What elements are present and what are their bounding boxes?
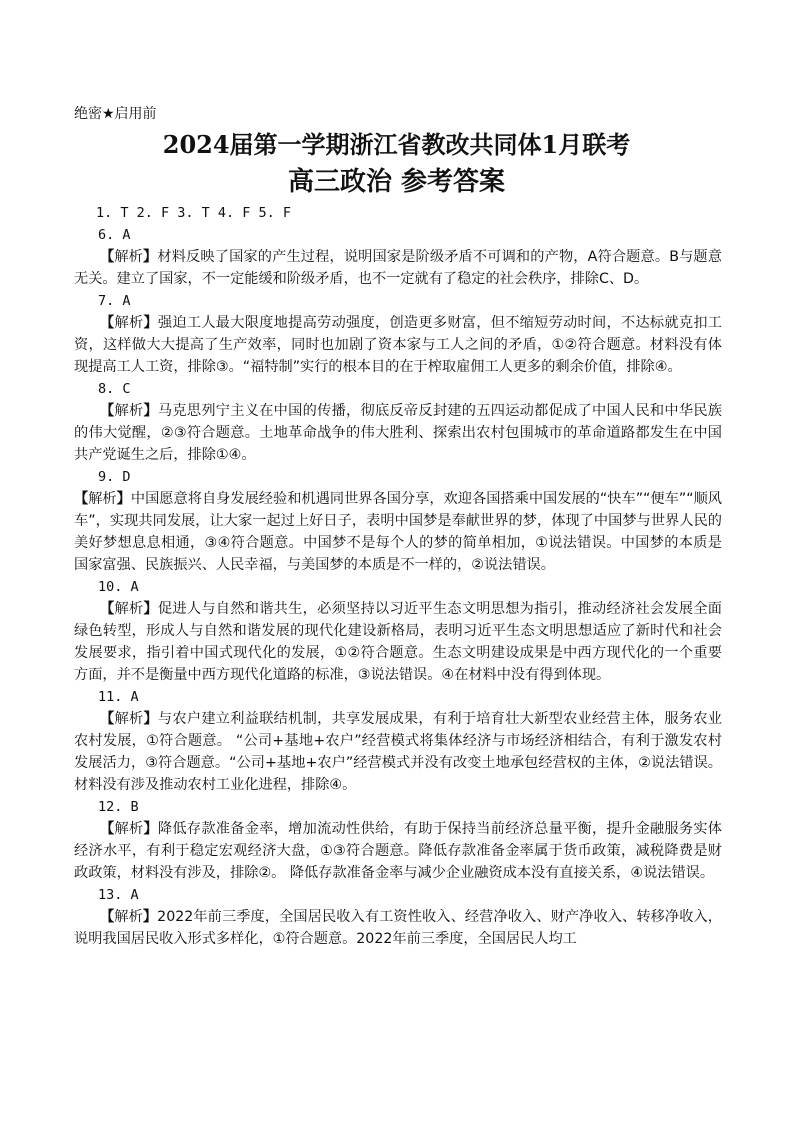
question-number: 11. A — [98, 689, 139, 705]
explanation-text: 材料反映了国家的产生过程，说明国家是阶级矛盾不可调和的产物，A符合题意。B与题意无关。建立了国家，不一定能缓和阶级矛盾，也不一定就有了稳定的社会秩序，排除C、D。 — [74, 249, 722, 287]
question-number: 12. B — [98, 799, 139, 815]
explanation-tag: 解析 — [88, 491, 117, 507]
question-list — [74, 224, 722, 950]
explanation-tag: 解析 — [114, 909, 143, 925]
explanation-bracket-close: 】 — [143, 403, 158, 419]
answer-content — [74, 202, 722, 950]
true-false-answers: 1. T 2. F 3. T 4. F 5. F — [96, 205, 292, 221]
explanation-bracket-close: 】 — [143, 821, 158, 837]
explanation-bracket-open: 【 — [100, 909, 115, 925]
explanation-text: 中国愿意将自身发展经验和机遇同世界各国分享，欢迎各国搭乘中国发展的“快车”“便车”“顺风车”，实现共同发展，让大家一起过上好日子，表明中国梦是奉献世界的梦，体现了中国梦与世界人民的美好梦想息息相通，③④符合题意。中国梦不是每个人的梦的简单相加，①说法错误。中国梦的本质是国家富强、民族振兴、人民幸福，与美国梦的本质是不一样的，②说法错误。 — [74, 491, 722, 573]
explanation-text: 马克思列宁主义在中国的传播，彻底反帝反封建的五四运动都促成了中国人民和中华民族的伟大觉醒，②③符合题意。土地革命战争的伟大胜利、探索出农村包围城市的革命道路都发生在中国共产党诞生之后，排除①④。 — [74, 403, 722, 463]
question-explanation — [74, 906, 722, 950]
document-subtitle: 高三政治 参考答案 — [287, 167, 506, 197]
explanation-bracket-close: 】 — [143, 601, 158, 617]
explanation-tag: 解析 — [114, 249, 144, 265]
explanation-bracket-open: 【 — [100, 315, 115, 331]
explanation-tag: 解析 — [114, 711, 144, 727]
question-explanation — [74, 598, 722, 686]
question-number: 7. A — [98, 293, 131, 309]
explanation-bracket-open: 【 — [74, 491, 89, 507]
question-explanation — [74, 818, 722, 884]
explanation-bracket-open: 【 — [100, 821, 115, 837]
question-explanation — [74, 488, 722, 576]
explanation-bracket-open: 【 — [100, 601, 115, 617]
explanation-bracket-open: 【 — [100, 403, 115, 419]
explanation-text: 降低存款准备金率，增加流动性供给，有助于保持当前经济总量平衡，提升金融服务实体经济水平，有利于稳定宏观经济大盘，①③符合题意。降低存款准备金率属于货币政策，减税降费是财政政策，材料没有涉及，排除②。 降低存款准备金率与减少企业融资成本没有直接关系，④说法错误。 — [74, 821, 722, 881]
question-explanation — [74, 708, 722, 796]
question-explanation — [74, 400, 722, 466]
document-title: 2024届第一学期浙江省教改共同体1月联考 — [162, 130, 631, 159]
explanation-bracket-open: 【 — [100, 249, 115, 265]
explanation-bracket-close: 】 — [142, 909, 158, 925]
explanation-text: 2022年前三季度，全国居民收入有工资性收入、经营净收入、财产净收入、转移净收入，说明我国居民收入形式多样化，①符合题意。2022年前三季度，全国居民人均工 — [74, 909, 722, 947]
explanation-tag: 解析 — [114, 601, 144, 617]
explanation-bracket-close: 】 — [143, 711, 158, 727]
explanation-text: 与农户建立利益联结机制，共享发展成果，有利于培育壮大新型农业经营主体，服务农业农村发展，①符合题意。 “公司+基地+农户”经营模式将集体经济与市场经济相结合，有利于激发农村发展活力，③符合题意。“公司+基地+农户”经营模式并没有改变土地承包经营权的主体，②说法错误。材料没有涉及推动农村工业化进程，排除④。 — [74, 711, 722, 793]
question-number: 13. A — [98, 887, 139, 903]
explanation-tag: 解析 — [114, 315, 144, 331]
question-number: 8. C — [98, 381, 131, 397]
question-explanation — [74, 312, 722, 378]
explanation-bracket-open: 【 — [100, 711, 115, 727]
explanation-bracket-close: 】 — [116, 491, 131, 507]
explanation-tag: 解析 — [114, 403, 144, 419]
question-number: 6. A — [98, 227, 131, 243]
question-number: 10. A — [98, 579, 139, 595]
question-explanation — [74, 246, 722, 290]
explanation-text: 强迫工人最大限度地提高劳动强度，创造更多财富，但不缩短劳动时间，不达标就克扣工资，这样做大大提高了生产效率，同时也加剧了资本家与工人之间的矛盾，①②符合题意。材料没有体现提高工人工资，排除③。“福特制”实行的根本目的在于榨取雇佣工人更多的剩余价值，排除④。 — [74, 315, 722, 375]
explanation-bracket-close: 】 — [143, 315, 158, 331]
explanation-bracket-close: 】 — [143, 249, 158, 265]
explanation-text: 促进人与自然和谐共生，必须坚持以习近平生态文明思想为指引，推动经济社会发展全面绿色转型，形成人与自然和谐发展的现代化建设新格局，表明习近平生态文明思想适应了新时代和社会发展要求，指引着中国式现代化的发展，①②符合题意。生态文明建设成果是中西方现代化的一个重要方面，并不是衡量中西方现代化道路的标准，③说法错误。④在材料中没有得到体现。 — [74, 601, 722, 683]
confidential-label: 绝密★启用前 — [74, 106, 157, 122]
explanation-tag: 解析 — [114, 821, 144, 837]
question-number: 9. D — [98, 469, 131, 485]
